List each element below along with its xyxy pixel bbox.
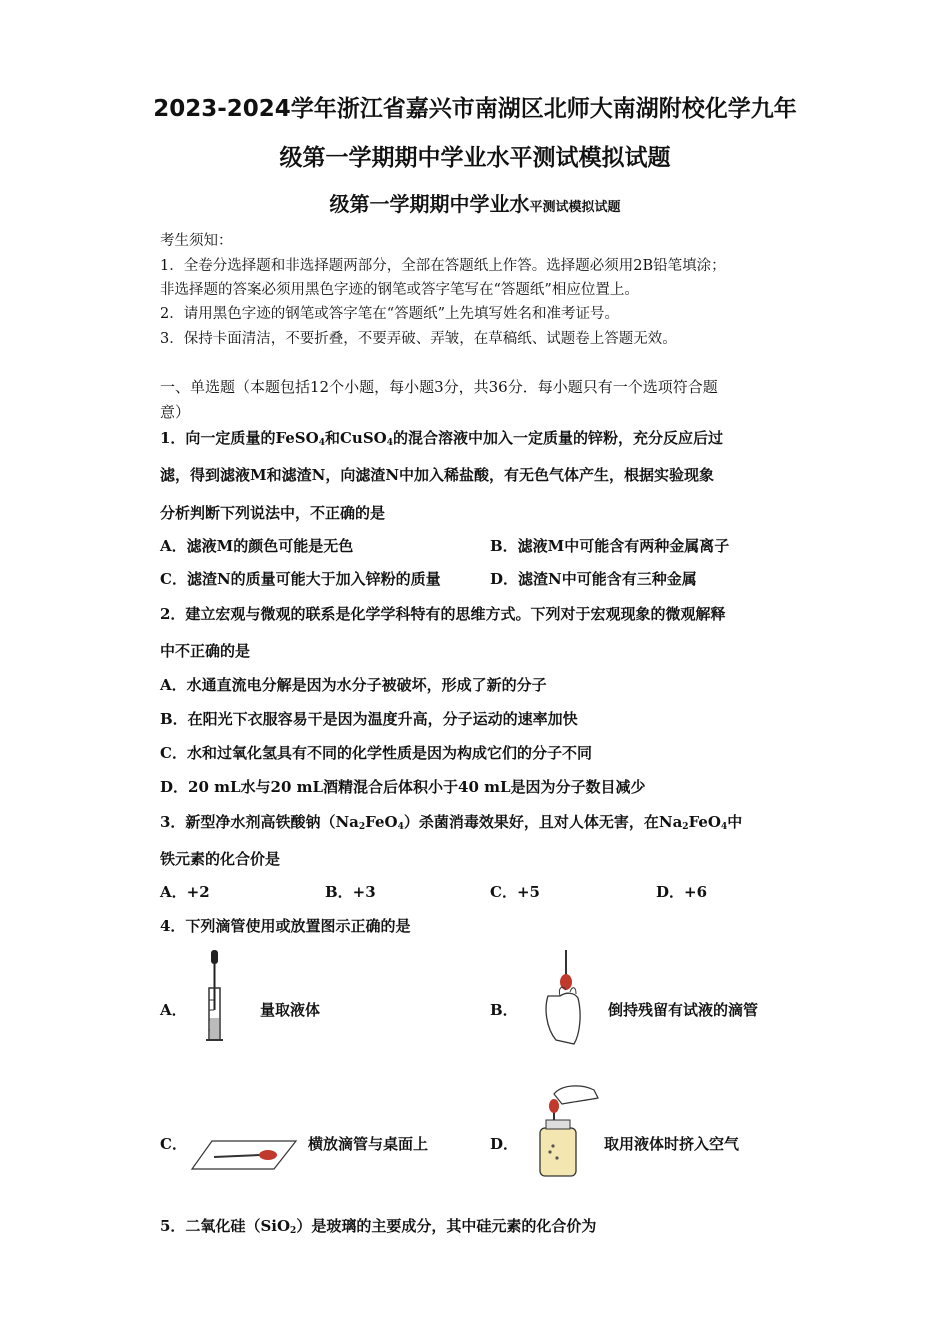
q3-option-d[interactable]: D．+6 (656, 883, 708, 901)
q4-option-d-label[interactable]: D． (490, 1135, 519, 1153)
q1-option-b[interactable]: B．滤液M中可能含有两种金属离子 (490, 537, 730, 555)
q3-stem-line-1: 3．新型净水剂高铁酸钠$(Na_2FeO_4)$杀菌消毒效果好，且对人体无害，在$Na_2FeO_4$中 (160, 813, 743, 832)
q4-option-b-text: 倒持残留有试液的滴管 (608, 1001, 759, 1019)
notice-item: 1．全卷分选择题和非选择题两部分，全部在答题纸上作答。选择题必须用2B铅笔填涂； (160, 258, 726, 274)
q4-option-b-label[interactable]: B． (490, 1001, 518, 1019)
q3-option-b[interactable]: B．+3 (325, 883, 376, 901)
notice-heading: 考生须知： (160, 233, 233, 249)
title-line-1: 2023-2024学年浙江省嘉兴市南湖区北师大南湖附校化学九年 (153, 96, 797, 122)
q1-stem-line-1: 1．向一定质量的FeSO$_4$和CuSO$_4$的混合溶液中加入一定质量的锌粉，充分反应后过 (160, 429, 724, 448)
section-heading-line-1: 一、单选题（本题包括12个小题，每小题3分，共36分．每小题只有一个选项符合题 (160, 378, 718, 396)
q1-option-a[interactable]: A．滤液M的颜色可能是无色 (160, 537, 354, 555)
notice-item: 非选择题的答案必须用黑色字迹的钢笔或答字笔写在“答题纸”相应位置上。 (160, 282, 639, 298)
q4-option-a-label[interactable]: A． (160, 1001, 187, 1019)
dropper-squeezing-air-figure (532, 1080, 604, 1180)
dropper-on-table-figure (190, 1135, 300, 1175)
q1-option-c[interactable]: C．滤渣N的质量可能大于加入锌粉的质量 (160, 570, 441, 588)
title-line-3-small: 平测试模拟试题 (529, 200, 621, 215)
section-heading-line-2: 意） (160, 403, 191, 421)
notice-item: 3．保持卡面清洁，不要折叠，不要弄破、弄皱，在草稿纸、试题卷上答题无效。 (160, 331, 677, 347)
q2-option-d[interactable]: D．20 mL水与20 mL酒精混合后体积小于40 mL是因为分子数目减少 (160, 778, 646, 796)
q4-option-c-text: 横放滴管与桌面上 (308, 1135, 429, 1153)
q2-option-b[interactable]: B．在阳光下衣服容易干是因为温度升高，分子运动的速率加快 (160, 710, 578, 728)
title-line-3-large: 级第一学期期中学业水 (329, 192, 530, 216)
q1-stem-line-2: 滤，得到滤液M和滤渣N，向滤渣N中加入稀盐酸，有无色气体产生，根据实验现象 (160, 466, 715, 484)
q4-option-a-text: 量取液体 (260, 1001, 321, 1019)
q3-option-a[interactable]: A．+2 (160, 883, 210, 901)
q4-option-d-text: 取用液体时挤入空气 (604, 1135, 740, 1153)
title-line-3 (0, 188, 950, 217)
q1-option-d[interactable]: D．滤渣N中可能含有三种金属 (490, 570, 697, 588)
q1-stem-line-3: 分析判断下列说法中，不正确的是 (160, 504, 386, 522)
q2-option-a[interactable]: A．水通直流电分解是因为水分子被破坏，形成了新的分子 (160, 676, 547, 694)
notice-item: 2．请用黑色字迹的钢笔或答字笔在“答题纸”上先填写姓名和准考证号。 (160, 306, 620, 322)
q5-stem: 5．二氧化硅（SiO$_2$）是玻璃的主要成分，其中硅元素的化合价为 (160, 1217, 597, 1236)
q2-option-c[interactable]: C．水和过氧化氢具有不同的化学性质是因为构成它们的分子不同 (160, 744, 592, 762)
q2-stem-line-1: 2．建立宏观与微观的联系是化学学科特有的思维方式。下列对于宏观现象的微观解释 (160, 605, 726, 623)
q4-option-c-label[interactable]: C． (160, 1135, 187, 1153)
q2-stem-line-2: 中不正确的是 (160, 642, 251, 660)
inverted-dropper-in-hand-figure (540, 948, 590, 1048)
title-line-2: 级第一学期期中学业水平测试模拟试题 (279, 145, 671, 171)
q3-option-c[interactable]: C．+5 (490, 883, 540, 901)
q3-stem-line-2: 铁元素的化合价是 (160, 850, 281, 868)
q4-stem: 4．下列滴管使用或放置图示正确的是 (160, 917, 411, 935)
dropper-in-cylinder-figure (200, 948, 230, 1044)
